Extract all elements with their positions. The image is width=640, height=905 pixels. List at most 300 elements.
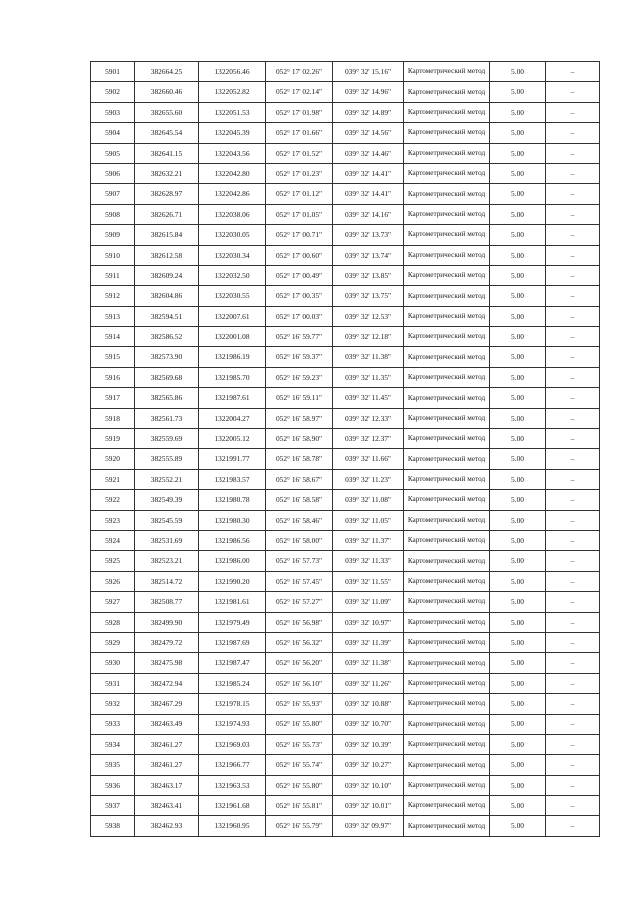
accuracy-cell: 5.00 (490, 102, 546, 122)
point-number-cell: 5921 (91, 469, 135, 489)
accuracy-cell: 5.00 (490, 551, 546, 571)
longitude-cell: 039° 32' 11.38" (333, 653, 404, 673)
coord-x-cell: 382463.41 (135, 796, 199, 816)
table-row (91, 306, 600, 326)
coord-y-cell: 1321980.78 (199, 490, 266, 510)
longitude-cell: 039° 32' 10.97" (333, 612, 404, 632)
table-row (91, 102, 600, 122)
point-number-cell: 5923 (91, 510, 135, 530)
coord-x-cell: 382523.21 (135, 551, 199, 571)
coord-x-cell: 382549.39 (135, 490, 199, 510)
method-cell: Картометрический метод (404, 143, 490, 163)
coord-x-cell: 382475.98 (135, 653, 199, 673)
table-row (91, 714, 600, 734)
point-number-cell: 5911 (91, 265, 135, 285)
method-cell: Картометрический метод (404, 612, 490, 632)
method-cell: Картометрический метод (404, 388, 490, 408)
longitude-cell: 039° 32' 14.46" (333, 143, 404, 163)
latitude-cell: 052° 16' 58.67" (266, 469, 333, 489)
point-number-cell: 5918 (91, 408, 135, 428)
accuracy-cell: 5.00 (490, 755, 546, 775)
method-cell: Картометрический метод (404, 775, 490, 795)
note-cell: – (546, 123, 600, 143)
coord-y-cell: 1321966.77 (199, 755, 266, 775)
latitude-cell: 052° 16' 55.73" (266, 734, 333, 754)
coord-x-cell: 382660.46 (135, 82, 199, 102)
coord-y-cell: 1322043.56 (199, 143, 266, 163)
method-cell: Картометрический метод (404, 816, 490, 836)
table-row (91, 816, 600, 836)
coord-x-cell: 382461.27 (135, 755, 199, 775)
note-cell: – (546, 408, 600, 428)
table-row (91, 755, 600, 775)
point-number-cell: 5913 (91, 306, 135, 326)
latitude-cell: 052° 17' 01.12" (266, 184, 333, 204)
point-number-cell: 5938 (91, 816, 135, 836)
longitude-cell: 039° 32' 12.37" (333, 429, 404, 449)
point-number-cell: 5927 (91, 592, 135, 612)
accuracy-cell: 5.00 (490, 225, 546, 245)
note-cell: – (546, 755, 600, 775)
accuracy-cell: 5.00 (490, 469, 546, 489)
note-cell: – (546, 306, 600, 326)
point-number-cell: 5924 (91, 530, 135, 550)
longitude-cell: 039° 32' 14.96" (333, 82, 404, 102)
coord-x-cell: 382569.68 (135, 367, 199, 387)
method-cell: Картометрический метод (404, 102, 490, 122)
latitude-cell: 052° 16' 57.27" (266, 592, 333, 612)
accuracy-cell: 5.00 (490, 62, 546, 82)
note-cell: – (546, 62, 600, 82)
note-cell: – (546, 184, 600, 204)
method-cell: Картометрический метод (404, 286, 490, 306)
method-cell: Картометрический метод (404, 571, 490, 591)
longitude-cell: 039° 32' 11.66" (333, 449, 404, 469)
accuracy-cell: 5.00 (490, 592, 546, 612)
point-number-cell: 5912 (91, 286, 135, 306)
note-cell: – (546, 694, 600, 714)
longitude-cell: 039° 32' 11.35" (333, 367, 404, 387)
coord-x-cell: 382467.29 (135, 694, 199, 714)
longitude-cell: 039° 32' 09.97" (333, 816, 404, 836)
accuracy-cell: 5.00 (490, 82, 546, 102)
accuracy-cell: 5.00 (490, 653, 546, 673)
accuracy-cell: 5.00 (490, 449, 546, 469)
note-cell: – (546, 592, 600, 612)
latitude-cell: 052° 17' 01.23" (266, 163, 333, 183)
latitude-cell: 052° 17' 00.71" (266, 225, 333, 245)
latitude-cell: 052° 17' 00.03" (266, 306, 333, 326)
point-number-cell: 5926 (91, 571, 135, 591)
latitude-cell: 052° 16' 56.20" (266, 653, 333, 673)
longitude-cell: 039° 32' 11.39" (333, 632, 404, 652)
accuracy-cell: 5.00 (490, 796, 546, 816)
method-cell: Картометрический метод (404, 734, 490, 754)
longitude-cell: 039° 32' 12.33" (333, 408, 404, 428)
point-number-cell: 5905 (91, 143, 135, 163)
coord-x-cell: 382561.73 (135, 408, 199, 428)
note-cell: – (546, 163, 600, 183)
coord-x-cell: 382508.77 (135, 592, 199, 612)
latitude-cell: 052° 17' 02.26" (266, 62, 333, 82)
coord-y-cell: 1322032.50 (199, 265, 266, 285)
method-cell: Картометрический метод (404, 408, 490, 428)
method-cell: Картометрический метод (404, 184, 490, 204)
coord-y-cell: 1321991.77 (199, 449, 266, 469)
note-cell: – (546, 143, 600, 163)
table-row (91, 143, 600, 163)
longitude-cell: 039° 32' 14.16" (333, 204, 404, 224)
note-cell: – (546, 653, 600, 673)
table-row (91, 796, 600, 816)
table-row (91, 734, 600, 754)
table-row (91, 469, 600, 489)
point-number-cell: 5909 (91, 225, 135, 245)
accuracy-cell: 5.00 (490, 286, 546, 306)
longitude-cell: 039° 32' 11.37" (333, 530, 404, 550)
coord-y-cell: 1321987.47 (199, 653, 266, 673)
accuracy-cell: 5.00 (490, 388, 546, 408)
point-number-cell: 5919 (91, 429, 135, 449)
coord-x-cell: 382632.21 (135, 163, 199, 183)
latitude-cell: 052° 16' 57.73" (266, 551, 333, 571)
coord-x-cell: 382552.21 (135, 469, 199, 489)
latitude-cell: 052° 16' 58.46" (266, 510, 333, 530)
latitude-cell: 052° 17' 01.05" (266, 204, 333, 224)
method-cell: Картометрический метод (404, 530, 490, 550)
latitude-cell: 052° 16' 59.11" (266, 388, 333, 408)
method-cell: Картометрический метод (404, 225, 490, 245)
method-cell: Картометрический метод (404, 755, 490, 775)
accuracy-cell: 5.00 (490, 816, 546, 836)
table-row (91, 347, 600, 367)
table-row (91, 571, 600, 591)
method-cell: Картометрический метод (404, 490, 490, 510)
accuracy-cell: 5.00 (490, 673, 546, 693)
coord-y-cell: 1321969.03 (199, 734, 266, 754)
longitude-cell: 039° 32' 11.33" (333, 551, 404, 571)
coord-y-cell: 1321979.49 (199, 612, 266, 632)
table-row (91, 388, 600, 408)
coord-y-cell: 1321990.20 (199, 571, 266, 591)
point-number-cell: 5908 (91, 204, 135, 224)
note-cell: – (546, 551, 600, 571)
table-row (91, 510, 600, 530)
accuracy-cell: 5.00 (490, 367, 546, 387)
longitude-cell: 039° 32' 10.27" (333, 755, 404, 775)
longitude-cell: 039° 32' 15.16" (333, 62, 404, 82)
coord-y-cell: 1322042.86 (199, 184, 266, 204)
note-cell: – (546, 102, 600, 122)
method-cell: Картометрический метод (404, 449, 490, 469)
coord-y-cell: 1322030.34 (199, 245, 266, 265)
coord-x-cell: 382615.84 (135, 225, 199, 245)
point-number-cell: 5906 (91, 163, 135, 183)
latitude-cell: 052° 16' 59.77" (266, 327, 333, 347)
longitude-cell: 039° 32' 10.39" (333, 734, 404, 754)
longitude-cell: 039° 32' 14.56" (333, 123, 404, 143)
longitude-cell: 039° 32' 12.18" (333, 327, 404, 347)
table-row (91, 184, 600, 204)
table-row (91, 449, 600, 469)
longitude-cell: 039° 32' 14.41" (333, 163, 404, 183)
method-cell: Картометрический метод (404, 204, 490, 224)
method-cell: Картометрический метод (404, 347, 490, 367)
latitude-cell: 052° 16' 58.58" (266, 490, 333, 510)
table-row (91, 775, 600, 795)
method-cell: Картометрический метод (404, 551, 490, 571)
latitude-cell: 052° 16' 55.79" (266, 816, 333, 836)
table-row (91, 408, 600, 428)
coord-x-cell: 382645.54 (135, 123, 199, 143)
coord-x-cell: 382604.86 (135, 286, 199, 306)
table-row (91, 225, 600, 245)
coord-x-cell: 382664.25 (135, 62, 199, 82)
table-row (91, 286, 600, 306)
table-row (91, 429, 600, 449)
longitude-cell: 039° 32' 11.08" (333, 490, 404, 510)
point-number-cell: 5929 (91, 632, 135, 652)
table-row (91, 163, 600, 183)
note-cell: – (546, 510, 600, 530)
coord-y-cell: 1321986.00 (199, 551, 266, 571)
coord-y-cell: 1321986.56 (199, 530, 266, 550)
method-cell: Картометрический метод (404, 510, 490, 530)
method-cell: Картометрический метод (404, 694, 490, 714)
coord-y-cell: 1322001.08 (199, 327, 266, 347)
method-cell: Картометрический метод (404, 673, 490, 693)
latitude-cell: 052° 16' 55.80" (266, 775, 333, 795)
coord-x-cell: 382641.15 (135, 143, 199, 163)
table-row (91, 245, 600, 265)
note-cell: – (546, 775, 600, 795)
note-cell: – (546, 530, 600, 550)
coord-y-cell: 1321980.30 (199, 510, 266, 530)
accuracy-cell: 5.00 (490, 204, 546, 224)
point-number-cell: 5902 (91, 82, 135, 102)
note-cell: – (546, 673, 600, 693)
table-row (91, 204, 600, 224)
coord-y-cell: 1322056.46 (199, 62, 266, 82)
latitude-cell: 052° 16' 55.81" (266, 796, 333, 816)
accuracy-cell: 5.00 (490, 429, 546, 449)
accuracy-cell: 5.00 (490, 327, 546, 347)
table-row (91, 327, 600, 347)
point-number-cell: 5932 (91, 694, 135, 714)
method-cell: Картометрический метод (404, 82, 490, 102)
note-cell: – (546, 225, 600, 245)
note-cell: – (546, 245, 600, 265)
point-number-cell: 5907 (91, 184, 135, 204)
coord-x-cell: 382463.49 (135, 714, 199, 734)
point-number-cell: 5936 (91, 775, 135, 795)
point-number-cell: 5935 (91, 755, 135, 775)
point-number-cell: 5916 (91, 367, 135, 387)
coord-y-cell: 1322004.27 (199, 408, 266, 428)
table-row (91, 123, 600, 143)
accuracy-cell: 5.00 (490, 734, 546, 754)
method-cell: Картометрический метод (404, 306, 490, 326)
method-cell: Картометрический метод (404, 714, 490, 734)
table-row (91, 367, 600, 387)
coord-y-cell: 1322007.61 (199, 306, 266, 326)
table-row (91, 632, 600, 652)
latitude-cell: 052° 16' 59.37" (266, 347, 333, 367)
longitude-cell: 039° 32' 13.75" (333, 286, 404, 306)
note-cell: – (546, 490, 600, 510)
latitude-cell: 052° 16' 58.78" (266, 449, 333, 469)
accuracy-cell: 5.00 (490, 510, 546, 530)
coord-y-cell: 1321974.93 (199, 714, 266, 734)
accuracy-cell: 5.00 (490, 408, 546, 428)
coord-y-cell: 1322030.05 (199, 225, 266, 245)
accuracy-cell: 5.00 (490, 571, 546, 591)
accuracy-cell: 5.00 (490, 143, 546, 163)
point-number-cell: 5933 (91, 714, 135, 734)
coord-x-cell: 382499.90 (135, 612, 199, 632)
longitude-cell: 039° 32' 11.05" (333, 510, 404, 530)
latitude-cell: 052° 16' 55.80" (266, 714, 333, 734)
accuracy-cell: 5.00 (490, 265, 546, 285)
longitude-cell: 039° 32' 13.73" (333, 225, 404, 245)
note-cell: – (546, 714, 600, 734)
accuracy-cell: 5.00 (490, 163, 546, 183)
coord-x-cell: 382565.86 (135, 388, 199, 408)
note-cell: – (546, 265, 600, 285)
method-cell: Картометрический метод (404, 327, 490, 347)
latitude-cell: 052° 17' 01.52" (266, 143, 333, 163)
coord-x-cell: 382626.71 (135, 204, 199, 224)
longitude-cell: 039° 32' 12.53" (333, 306, 404, 326)
coord-y-cell: 1322045.39 (199, 123, 266, 143)
coord-x-cell: 382573.90 (135, 347, 199, 367)
note-cell: – (546, 204, 600, 224)
coord-x-cell: 382559.69 (135, 429, 199, 449)
note-cell: – (546, 632, 600, 652)
longitude-cell: 039° 32' 10.10" (333, 775, 404, 795)
latitude-cell: 052° 16' 55.93" (266, 694, 333, 714)
table-row (91, 82, 600, 102)
table-row (91, 694, 600, 714)
coord-y-cell: 1321987.69 (199, 632, 266, 652)
point-number-cell: 5925 (91, 551, 135, 571)
accuracy-cell: 5.00 (490, 714, 546, 734)
latitude-cell: 052° 17' 00.49" (266, 265, 333, 285)
accuracy-cell: 5.00 (490, 775, 546, 795)
latitude-cell: 052° 17' 00.60" (266, 245, 333, 265)
note-cell: – (546, 429, 600, 449)
coord-x-cell: 382628.97 (135, 184, 199, 204)
coord-x-cell: 382472.94 (135, 673, 199, 693)
longitude-cell: 039° 32' 10.88" (333, 694, 404, 714)
method-cell: Картометрический метод (404, 592, 490, 612)
point-number-cell: 5920 (91, 449, 135, 469)
note-cell: – (546, 796, 600, 816)
point-number-cell: 5901 (91, 62, 135, 82)
latitude-cell: 052° 16' 58.97" (266, 408, 333, 428)
method-cell: Картометрический метод (404, 796, 490, 816)
table-row (91, 62, 600, 82)
coord-y-cell: 1321963.53 (199, 775, 266, 795)
coord-y-cell: 1322030.55 (199, 286, 266, 306)
coord-y-cell: 1322042.80 (199, 163, 266, 183)
coord-x-cell: 382514.72 (135, 571, 199, 591)
note-cell: – (546, 286, 600, 306)
coord-x-cell: 382545.59 (135, 510, 199, 530)
latitude-cell: 052° 17' 01.66" (266, 123, 333, 143)
note-cell: – (546, 449, 600, 469)
method-cell: Картометрический метод (404, 123, 490, 143)
longitude-cell: 039° 32' 14.41" (333, 184, 404, 204)
latitude-cell: 052° 16' 56.98" (266, 612, 333, 632)
note-cell: – (546, 734, 600, 754)
coord-y-cell: 1321983.57 (199, 469, 266, 489)
accuracy-cell: 5.00 (490, 530, 546, 550)
point-number-cell: 5930 (91, 653, 135, 673)
table-row (91, 592, 600, 612)
note-cell: – (546, 612, 600, 632)
coord-x-cell: 382612.58 (135, 245, 199, 265)
longitude-cell: 039° 32' 10.70" (333, 714, 404, 734)
latitude-cell: 052° 17' 00.35" (266, 286, 333, 306)
point-number-cell: 5928 (91, 612, 135, 632)
note-cell: – (546, 82, 600, 102)
table-row (91, 265, 600, 285)
accuracy-cell: 5.00 (490, 490, 546, 510)
point-number-cell: 5904 (91, 123, 135, 143)
coord-x-cell: 382462.93 (135, 816, 199, 836)
table-row (91, 490, 600, 510)
point-number-cell: 5903 (91, 102, 135, 122)
longitude-cell: 039° 32' 11.55" (333, 571, 404, 591)
longitude-cell: 039° 32' 11.45" (333, 388, 404, 408)
coord-x-cell: 382479.72 (135, 632, 199, 652)
note-cell: – (546, 571, 600, 591)
coord-x-cell: 382531.69 (135, 530, 199, 550)
longitude-cell: 039° 32' 13.85" (333, 265, 404, 285)
coord-y-cell: 1321961.68 (199, 796, 266, 816)
coord-y-cell: 1321985.70 (199, 367, 266, 387)
note-cell: – (546, 367, 600, 387)
coord-x-cell: 382463.17 (135, 775, 199, 795)
accuracy-cell: 5.00 (490, 306, 546, 326)
table-row (91, 673, 600, 693)
coord-y-cell: 1322038.06 (199, 204, 266, 224)
accuracy-cell: 5.00 (490, 632, 546, 652)
accuracy-cell: 5.00 (490, 123, 546, 143)
note-cell: – (546, 388, 600, 408)
point-number-cell: 5910 (91, 245, 135, 265)
note-cell: – (546, 327, 600, 347)
latitude-cell: 052° 16' 58.90" (266, 429, 333, 449)
latitude-cell: 052° 16' 59.23" (266, 367, 333, 387)
latitude-cell: 052° 16' 58.00" (266, 530, 333, 550)
method-cell: Картометрический метод (404, 367, 490, 387)
longitude-cell: 039° 32' 14.89" (333, 102, 404, 122)
note-cell: – (546, 816, 600, 836)
coord-x-cell: 382609.24 (135, 265, 199, 285)
latitude-cell: 052° 17' 02.14" (266, 82, 333, 102)
coord-y-cell: 1322005.12 (199, 429, 266, 449)
point-number-cell: 5934 (91, 734, 135, 754)
latitude-cell: 052° 16' 57.45" (266, 571, 333, 591)
longitude-cell: 039° 32' 13.74" (333, 245, 404, 265)
method-cell: Картометрический метод (404, 429, 490, 449)
coord-y-cell: 1321981.61 (199, 592, 266, 612)
point-number-cell: 5915 (91, 347, 135, 367)
longitude-cell: 039° 32' 11.23" (333, 469, 404, 489)
longitude-cell: 039° 32' 11.09" (333, 592, 404, 612)
